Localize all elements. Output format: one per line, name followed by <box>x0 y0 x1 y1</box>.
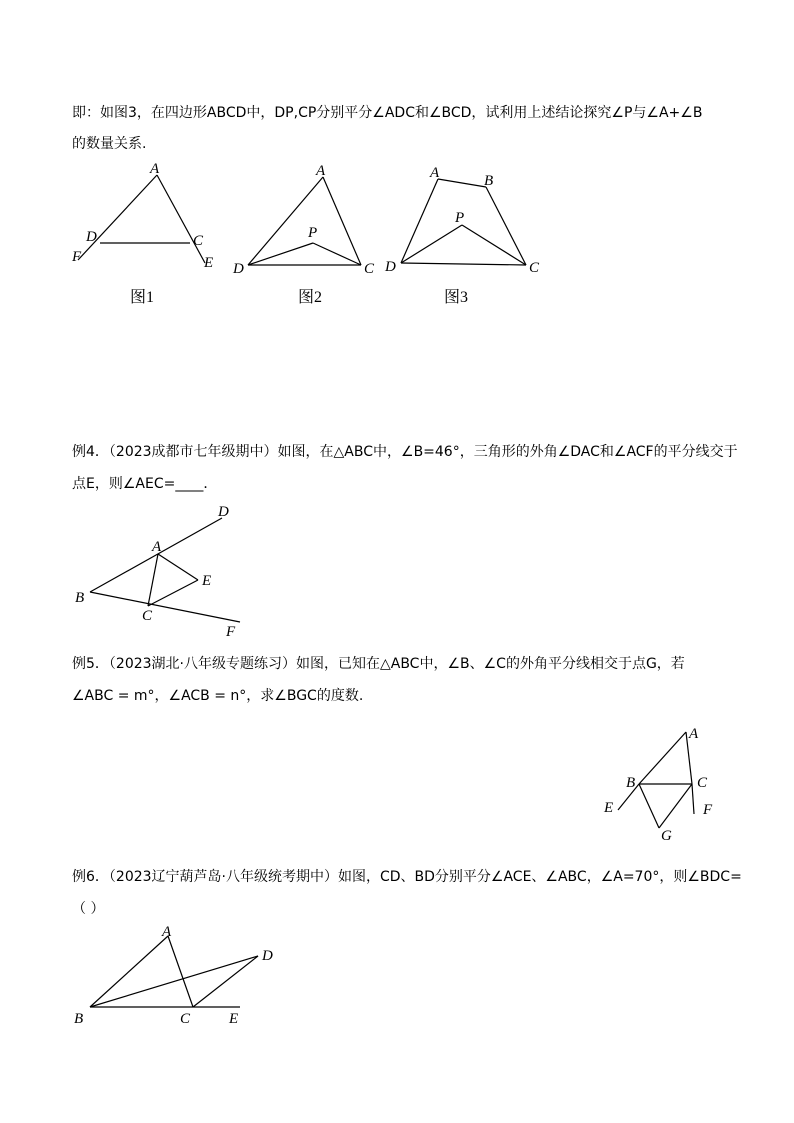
ex5-label-e: E <box>604 800 614 816</box>
ex4-label-a: A <box>152 539 162 555</box>
fig1-label-e: E <box>204 255 214 271</box>
example5-line-2: ∠ABC = m°，∠ACB = n°，求∠BGC的度数. <box>72 688 364 704</box>
fig3-caption: 图3 <box>444 289 469 306</box>
fig1-label-a: A <box>150 161 160 177</box>
ex6-label-c: C <box>180 1011 191 1027</box>
ex5-label-c: C <box>697 775 708 791</box>
fig1-caption: 图1 <box>130 289 155 306</box>
fig3-label-b: B <box>484 173 494 189</box>
ex6-label-d: D <box>262 948 273 964</box>
fig3-label-c: C <box>529 260 540 276</box>
ex4-label-e: E <box>202 573 212 589</box>
ex6-label-e: E <box>229 1011 239 1027</box>
example5-figure <box>596 722 721 847</box>
intro-line-1: 即：如图3，在四边形ABCD中，DP,CP分别平分∠ADC和∠BCD，试利用上述结论探究∠P与∠A+∠B <box>72 105 703 121</box>
ex5-label-f: F <box>703 802 713 818</box>
fig2-label-c: C <box>364 261 375 277</box>
figure-1 <box>60 155 230 275</box>
example6-figure <box>68 922 288 1032</box>
fig2-label-d: D <box>233 261 244 277</box>
example4-figure <box>70 502 270 642</box>
fig1-label-d: D <box>86 229 97 245</box>
fig1-label-c: C <box>193 233 204 249</box>
figure-3 <box>380 155 555 280</box>
example4-line-2: 点E，则∠AEC=____． <box>72 476 218 492</box>
ex5-label-a: A <box>689 726 699 742</box>
fig2-label-a: A <box>316 163 326 179</box>
ex4-label-b: B <box>75 590 85 606</box>
fig2-caption: 图2 <box>298 289 323 306</box>
fig2-label-p: P <box>308 225 318 241</box>
fig3-label-d: D <box>385 259 396 275</box>
fig3-label-p: P <box>455 210 465 226</box>
ex4-label-c: C <box>142 608 153 624</box>
example4-line-1: 例4．（2023成都市七年级期中）如图，在△ABC中，∠B=46°，三角形的外角∠DAC和∠ACF的平分线交于 <box>72 444 738 460</box>
example5-line-1: 例5．（2023湖北·八年级专题练习）如图，已知在△ABC中，∠B、∠C的外角平分线相交于点G，若 <box>72 656 685 672</box>
ex4-label-f: F <box>226 624 236 640</box>
figure-2 <box>228 155 388 280</box>
fig3-label-a: A <box>430 165 440 181</box>
example6-line-1: 例6．（2023辽宁葫芦岛·八年级统考期中）如图，CD、BD分别平分∠ACE、∠ABC，∠A=70°，则∠BDC= <box>72 869 742 885</box>
ex6-label-b: B <box>74 1011 84 1027</box>
ex4-label-d: D <box>218 504 229 520</box>
fig1-label-f: F <box>72 249 82 265</box>
example6-line-2: （ ） <box>72 901 105 917</box>
intro-line-2: 的数量关系. <box>72 136 147 152</box>
ex5-label-b: B <box>626 775 636 791</box>
ex5-label-g: G <box>661 828 672 844</box>
ex6-label-a: A <box>162 924 172 940</box>
